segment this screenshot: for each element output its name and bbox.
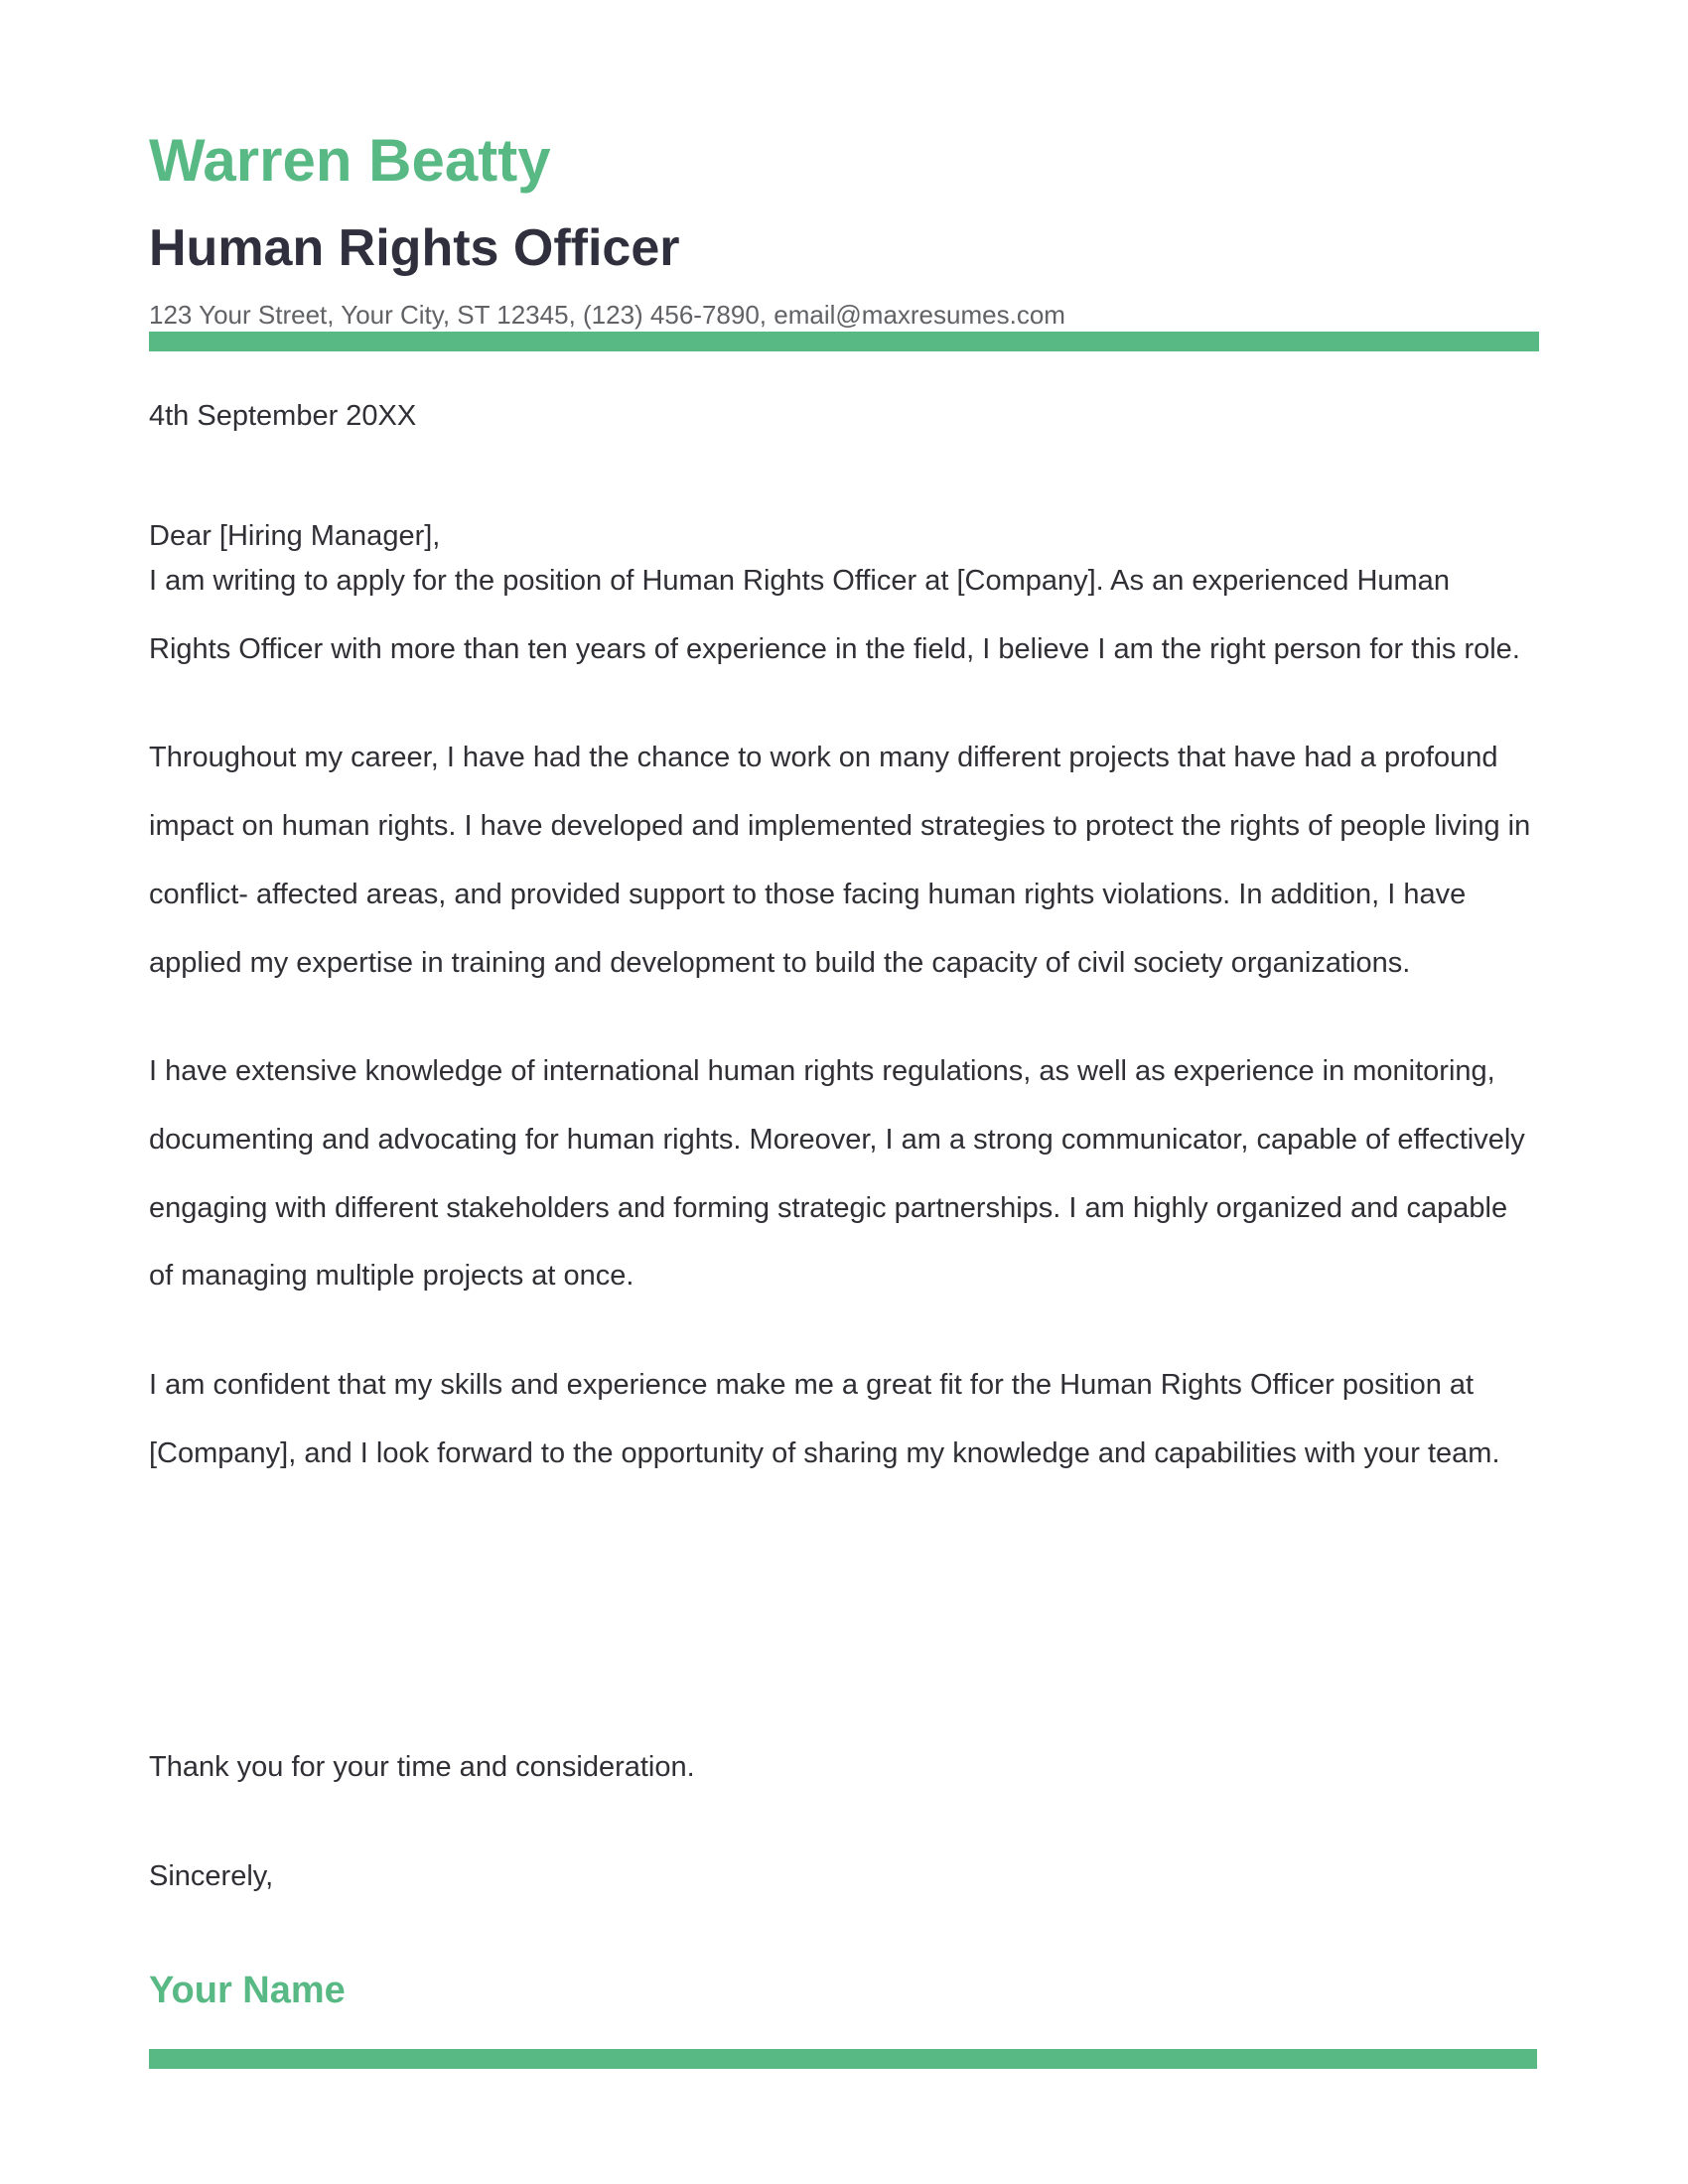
letter-date: 4th September 20XX bbox=[149, 400, 417, 432]
closing-thanks: Thank you for your time and consideration. bbox=[149, 1751, 695, 1783]
cover-letter-page bbox=[149, 0, 1539, 2184]
salutation: Dear [Hiring Manager], bbox=[149, 520, 441, 552]
body-paragraph: I have extensive knowledge of international human rights regulations, as well as experience in monitoring, documenting and advocating for human rights. Moreover, I am a strong communicator, capable of effectively engaging with different stakeholders and forming strategic partnerships. I am highly organized and capable of managing multiple projects at once. bbox=[149, 1055, 1525, 1293]
body-paragraph: Throughout my career, I have had the chance to work on many different projects that have had a profound impact on human rights. I have developed and implemented strategies to protect the rights of people living in conflict- affected areas, and provided support to those facing human rights violations. In addition, I have applied my expertise in training and development to build the capacity of civil society organizations. bbox=[149, 742, 1531, 979]
job-title: Human Rights Officer bbox=[149, 219, 680, 277]
footer-divider bbox=[149, 2049, 1537, 2069]
letter-body bbox=[149, 547, 1539, 1528]
contact-line: 123 Your Street, Your City, ST 12345, (123) 456-7890, email@maxresumes.com bbox=[149, 300, 1065, 330]
body-paragraph: I am confident that my skills and experience make me a great fit for the Human Rights Officer position at [Company], and I look forward to the opportunity of sharing my knowledge and capabilities with your team. bbox=[149, 1369, 1500, 1469]
signature-name: Your Name bbox=[149, 1970, 346, 2011]
sign-off: Sincerely, bbox=[149, 1860, 274, 1892]
applicant-name: Warren Beatty bbox=[149, 127, 551, 194]
body-paragraph: I am writing to apply for the position of Human Rights Officer at [Company]. As an experienced Human Rights Officer with more than ten years of experience in the field, I believe I am the right person for this role. bbox=[149, 565, 1520, 665]
header-divider bbox=[149, 332, 1539, 351]
